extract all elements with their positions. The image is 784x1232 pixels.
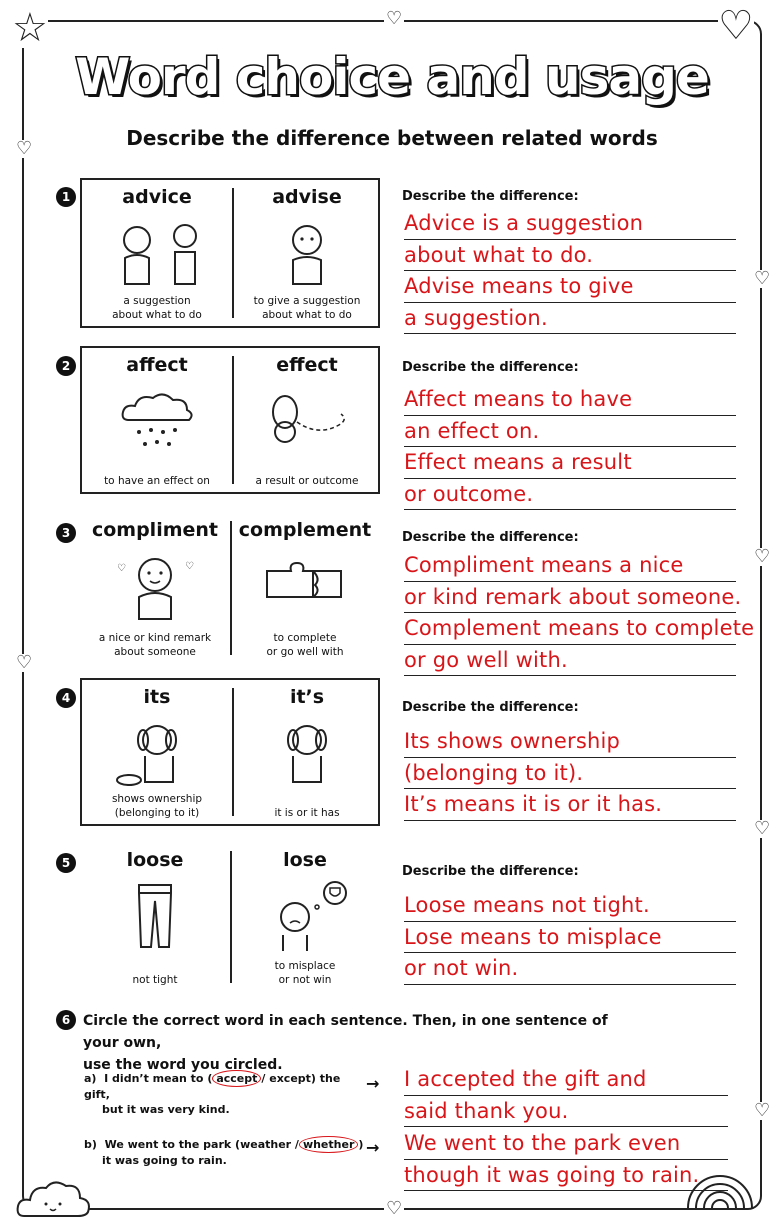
definition-right: a result or outcome	[255, 475, 359, 487]
sentence-label: a)	[84, 1072, 97, 1085]
describe-label: Describe the difference:	[402, 864, 579, 879]
circled-word[interactable]: whether	[299, 1136, 358, 1153]
word-right: it’s	[289, 686, 325, 708]
word-right: effect	[276, 354, 338, 376]
answer-line: Advise means to give	[404, 271, 736, 303]
word-right: lose	[283, 849, 327, 871]
puzzle-illustration	[255, 551, 355, 621]
item-number: 3	[56, 523, 76, 543]
word-left: loose	[126, 849, 184, 871]
dog-illustration	[257, 718, 357, 788]
arrow-icon: →	[366, 1074, 380, 1093]
answer-line: Complement means to complete	[404, 613, 736, 645]
butterfly-illustration	[257, 386, 357, 456]
answer-line: It’s means it is or it has.	[404, 789, 736, 821]
definition-left: a nice or kind remark about someone	[98, 632, 212, 658]
sentence-a	[84, 1070, 364, 1117]
rain-cloud-illustration	[107, 386, 207, 456]
answer-line: a suggestion.	[404, 303, 736, 335]
heart-icon: ♡	[386, 8, 403, 29]
definition-right: to misplace or not win	[274, 960, 336, 986]
describe-label: Describe the difference:	[402, 700, 579, 715]
answer-line: Affect means to have	[404, 384, 736, 416]
answer-line: We went to the park even	[404, 1128, 728, 1160]
item-number: 2	[56, 356, 76, 376]
q6-instruction-line: use the word you circled.	[83, 1057, 283, 1073]
word-card	[80, 678, 380, 826]
answer-line: Loose means not tight.	[404, 890, 736, 922]
definition-left: to have an effect on	[104, 475, 210, 487]
definition-right: to give a suggestion about what to do	[253, 295, 361, 321]
definition-right: to complete or go well with	[266, 632, 344, 658]
page-subtitle: Describe the difference between related words	[126, 126, 658, 150]
heart-icon: ♡	[718, 3, 754, 49]
word-card	[80, 843, 380, 991]
svg-text:♡: ♡	[185, 561, 194, 572]
sentence-text: )	[358, 1138, 364, 1151]
word-card	[80, 513, 380, 663]
answer-lines	[404, 726, 736, 821]
definition-left: not tight	[132, 974, 178, 986]
answer-line: I accepted the gift and	[404, 1064, 728, 1096]
answer-line: about what to do.	[404, 240, 736, 272]
answer-line: Effect means a result	[404, 447, 736, 479]
describe-label: Describe the difference:	[402, 530, 579, 545]
word-card	[80, 346, 380, 494]
item-number: 1	[56, 187, 76, 207]
word-left: affect	[126, 354, 188, 376]
arrow-icon: →	[366, 1138, 380, 1157]
word-card	[80, 178, 380, 328]
definition-right: it is or it has	[274, 807, 340, 819]
page-title: Word choice and usage	[75, 48, 709, 106]
answer-lines	[404, 208, 736, 334]
cloud-icon	[14, 1172, 94, 1222]
heart-icon: ♡	[16, 138, 33, 159]
heart-icon: ♡	[754, 1100, 771, 1121]
word-right: complement	[238, 519, 372, 541]
answer-line: Advice is a suggestion	[404, 208, 736, 240]
answer-line: Lose means to misplace	[404, 922, 736, 954]
sentence-text: it was going to rain.	[102, 1154, 227, 1167]
answer-line: Compliment means a nice	[404, 550, 736, 582]
answer-lines	[404, 1128, 728, 1191]
item-number: 5	[56, 853, 76, 873]
word-left: advice	[122, 186, 192, 208]
word-right: advise	[272, 186, 342, 208]
girl-illustration	[105, 551, 205, 621]
item-number: 4	[56, 688, 76, 708]
svg-text:♡: ♡	[117, 563, 126, 574]
answer-lines	[404, 890, 736, 985]
definition-left: a suggestion about what to do	[112, 295, 202, 321]
answer-line: or kind remark about someone.	[404, 582, 736, 614]
q6-instruction-line: Circle the correct word in each sentence. Then, in one sentence of your own,	[83, 1013, 608, 1051]
answer-lines	[404, 550, 755, 676]
sentence-text: I didn’t mean to (	[104, 1072, 213, 1085]
heart-icon: ♡	[16, 652, 33, 673]
describe-label: Describe the difference:	[402, 189, 579, 204]
circled-word[interactable]: accept	[212, 1070, 261, 1087]
sentence-text: but it was very kind.	[102, 1103, 230, 1116]
sentence-text: / except) the gift,	[84, 1072, 341, 1101]
dog-with-bowl-illustration	[107, 718, 207, 788]
sad-boy-trophy-illustration	[255, 881, 355, 951]
heart-icon: ♡	[754, 818, 771, 839]
describe-label: Describe the difference:	[402, 360, 579, 375]
answer-line: said thank you.	[404, 1096, 728, 1128]
people-illustration	[107, 218, 207, 288]
heart-icon: ♡	[386, 1198, 403, 1219]
pants-illustration	[105, 881, 205, 951]
answer-line: an effect on.	[404, 416, 736, 448]
answer-lines	[404, 1064, 728, 1127]
sentence-text: We went to the park (weather /	[104, 1138, 299, 1151]
definition-left: shows ownership (belonging to it)	[111, 793, 203, 819]
sentence-b	[84, 1136, 364, 1168]
answer-lines	[404, 384, 736, 510]
boy-illustration	[257, 218, 357, 288]
answer-line: or outcome.	[404, 479, 736, 511]
answer-line: or go well with.	[404, 645, 736, 677]
answer-line: (belonging to it).	[404, 758, 736, 790]
answer-line: or not win.	[404, 953, 736, 985]
star-icon: ☆	[12, 5, 48, 51]
heart-icon: ♡	[754, 546, 771, 567]
sentence-label: b)	[84, 1138, 97, 1151]
word-left: its	[143, 686, 171, 708]
heart-icon: ♡	[754, 268, 771, 289]
word-left: compliment	[91, 519, 219, 541]
answer-line: Its shows ownership	[404, 726, 736, 758]
answer-line: though it was going to rain.	[404, 1160, 728, 1192]
item-number: 6	[56, 1010, 76, 1030]
